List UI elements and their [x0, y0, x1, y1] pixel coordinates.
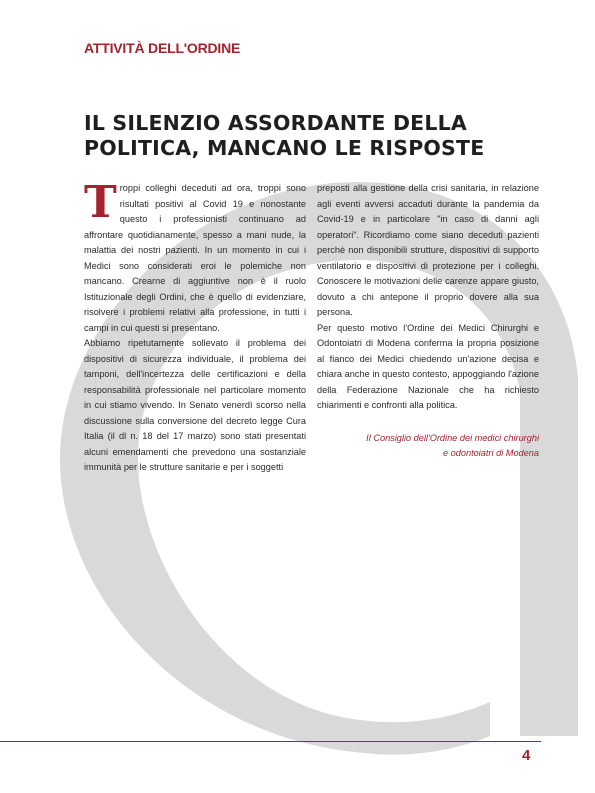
section-label: ATTIVITÀ DELL'ORDINE: [84, 40, 241, 56]
paragraph-2: Abbiamo ripetutamente sollevato il problema dei dispositivi di sicurezza individuale, il problema dei tamponi, dell'incertezza delle certificazioni e della responsabilità professionale nel particolare momento in cui stiamo vivendo. In Senato venerdì scorso nella discussione sulla conversione del decreto legge Cura Italia (il dl n. 18 del 17 marzo) sono stati presentati alcuni emendamenti che prevedono una sostanziale immunità per le strutture sanitarie e per i soggetti: [84, 338, 306, 472]
signature-line-1: Il Consiglio dell'Ordine dei medici chirurghi: [366, 432, 539, 443]
drop-cap: T: [84, 177, 117, 228]
article-column-right: [317, 181, 539, 462]
article-column-left: [84, 177, 306, 476]
signature: [317, 431, 539, 462]
footer-rule: [0, 741, 541, 742]
paragraph-4: Per questo motivo l'Ordine dei Medici Chirurghi e Odontoiatri di Modena conferma la propria posizione al fianco dei Medici chiedendo un'azione decisa e chiara anche in questo contesto, appoggiando l'azione della Federazione Nazionale che ha richiesto chiarimenti e confronti alla politica.: [317, 322, 539, 410]
paragraph-1: [84, 177, 306, 336]
paragraph-1-text: roppi colleghi deceduti ad ora, troppi sono risultati positivi al Covid 19 e nonostante questo i professionisti continuano ad affrontare quotidianamente, spesso a mani nude, la malattia dei nostri pazienti. In un momento in cui i Medici sono considerati eroi le polemiche non mancano. Crearne di aggiuntive non è il ruolo Istituzionale degli Ordini, che è quello di evidenziare, risolvere i problemi relativi alla professione, in tutti i campi in cui questi si presentano.: [84, 183, 306, 333]
article-title: IL SILENZIO ASSORDANTE DELLA POLITICA, MANCANO LE RISPOSTE: [84, 111, 485, 160]
paragraph-3: preposti alla gestione della crisi sanitaria, in relazione agli eventi avversi accaduti durante la pandemia da Covid-19 e in particolare "in caso di danni agli operatori". Ricordiamo come siano deceduti pazienti perchè non disponibili strutture, dispositivi di supporto ventilatorio e dispositivi di protezione per i colleghi. Conoscere le motivazioni delle carenze appare giusto, dovuto a chi antepone il proprio dovere alla sua persona.: [317, 183, 539, 317]
page-number: 4: [522, 747, 531, 764]
signature-line-2: e odontoiatri di Modena: [442, 448, 539, 458]
